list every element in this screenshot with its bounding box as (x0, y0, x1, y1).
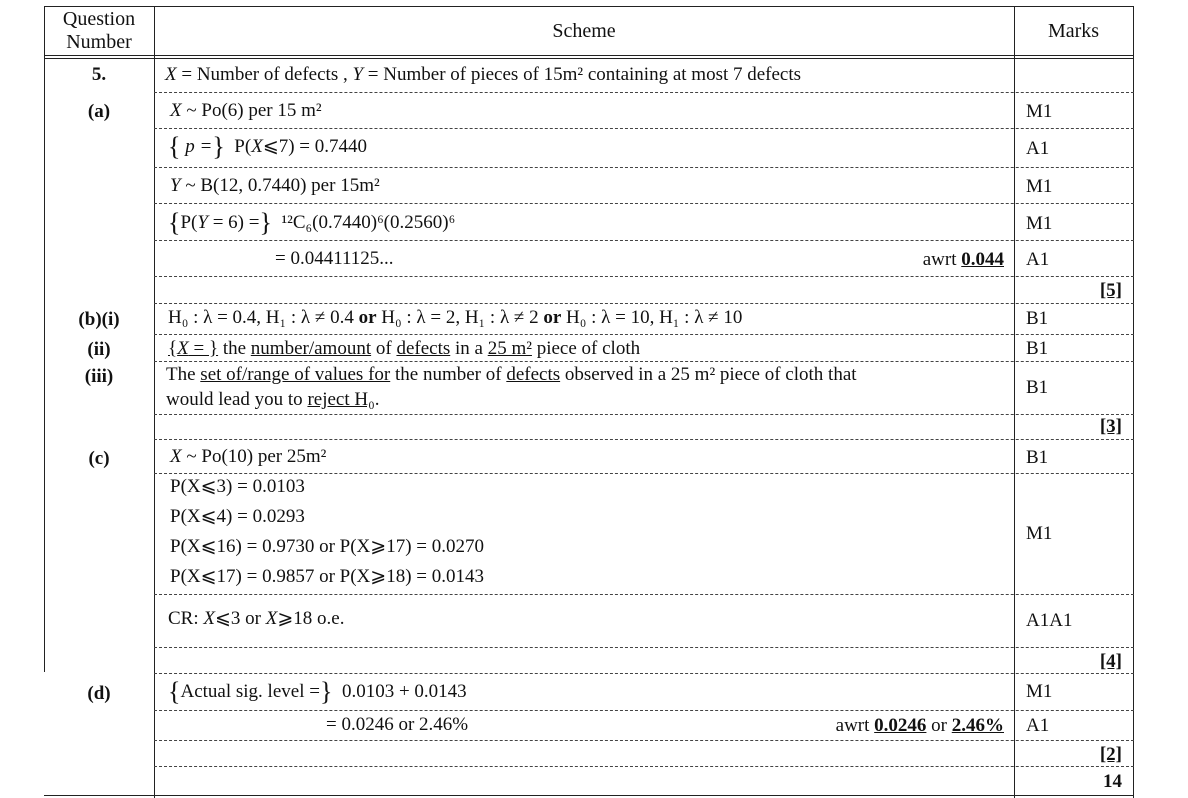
part-b-mark-3: B1 (1026, 377, 1049, 398)
column-divider-1 (154, 6, 155, 798)
bottom-border (44, 795, 1134, 796)
part-c-mark-2: M1 (1026, 523, 1053, 544)
header-underline (44, 55, 1134, 56)
part-d-awrt: awrt 0.0246 or 2.46% (835, 715, 1004, 736)
part-a-row2: { p =} P(X⩽7) = 0.7440 (168, 132, 368, 161)
part-a-mark-4: M1 (1026, 213, 1053, 234)
header-underline-double (44, 58, 1134, 59)
part-c-prob-4: P(X⩽17) = 0.9857 or P(X⩾18) = 0.0143 (170, 566, 484, 587)
part-b-iii-line2: would lead you to reject H₀. (166, 389, 380, 410)
part-c-distribution: X ~ Po(10) per 25m² (170, 446, 327, 467)
part-b-ii-text: {X = } the number/amount of defects in a 25 m² piece of cloth (168, 338, 641, 359)
part-b-iii-line1: The set of/range of values for the number of defects observed in a 25 m² piece of cloth that (166, 364, 857, 385)
part-b-total: [3] (1099, 416, 1122, 437)
part-b-i-hypotheses: H₀ : λ = 0.4, H₁ : λ ≠ 0.4 or H₀ : λ = 2, H₁ : λ ≠ 2 or H₀ : λ = 10, H₁ : λ ≠ 10 (168, 307, 743, 328)
part-b-ii-label: (ii) (87, 339, 111, 360)
part-a-mark-1: M1 (1026, 101, 1053, 122)
part-a-row5-value: = 0.04411125... (275, 248, 394, 269)
part-c-mark-1: B1 (1026, 447, 1049, 468)
part-a-awrt: awrt 0.044 (922, 249, 1004, 270)
header-question-number: Question Number (62, 8, 136, 53)
part-b-i-label: (b)(i) (78, 309, 120, 330)
part-d-total: [2] (1099, 744, 1122, 765)
part-c-prob-2: P(X⩽4) = 0.0293 (170, 506, 305, 527)
part-d-mark-1: M1 (1026, 681, 1053, 702)
question-number: 5. (91, 64, 107, 85)
grand-total: 14 (1103, 771, 1122, 792)
part-a-row3: Y ~ B(12, 0.7440) per 15m² (170, 175, 380, 196)
part-a-label: (a) (87, 101, 111, 122)
part-b-mark-2: B1 (1026, 338, 1049, 359)
column-divider-2 (1014, 6, 1015, 798)
header-scheme: Scheme (552, 20, 616, 42)
part-a-mark-5: A1 (1026, 249, 1050, 270)
part-c-total: [4] (1099, 651, 1122, 672)
part-b-iii-label: (iii) (84, 366, 114, 387)
part-a-mark-3: M1 (1026, 176, 1053, 197)
part-d-label: (d) (87, 683, 111, 704)
part-c-prob-3: P(X⩽16) = 0.9730 or P(X⩾17) = 0.0270 (170, 536, 484, 557)
part-c-prob-1: P(X⩽3) = 0.0103 (170, 476, 305, 497)
definition-line: X = Number of defects , Y = Number of pieces of 15m² containing at most 7 defects (165, 64, 802, 85)
part-a-row4: {P(Y = 6) =} ¹²C₆(0.7440)⁶(0.2560)⁶ (168, 208, 456, 237)
part-b-mark-1: B1 (1026, 308, 1049, 329)
part-c-mark-3: A1A1 (1026, 610, 1073, 631)
part-a-row1: X ~ Po(6) per 15 m² (170, 100, 322, 121)
header-marks: Marks (1047, 20, 1100, 42)
part-d-row2: = 0.0246 or 2.46% (326, 714, 469, 735)
part-c-critical-region: CR: X⩽3 or X⩾18 o.e. (168, 608, 345, 629)
part-a-mark-2: A1 (1026, 138, 1050, 159)
top-border (44, 6, 1134, 7)
part-a-total: [5] (1099, 280, 1122, 301)
part-d-row1: {Actual sig. level =} 0.0103 + 0.0143 (168, 677, 467, 706)
right-border (1133, 6, 1134, 798)
part-c-label: (c) (88, 448, 110, 469)
part-d-mark-2: A1 (1026, 715, 1050, 736)
